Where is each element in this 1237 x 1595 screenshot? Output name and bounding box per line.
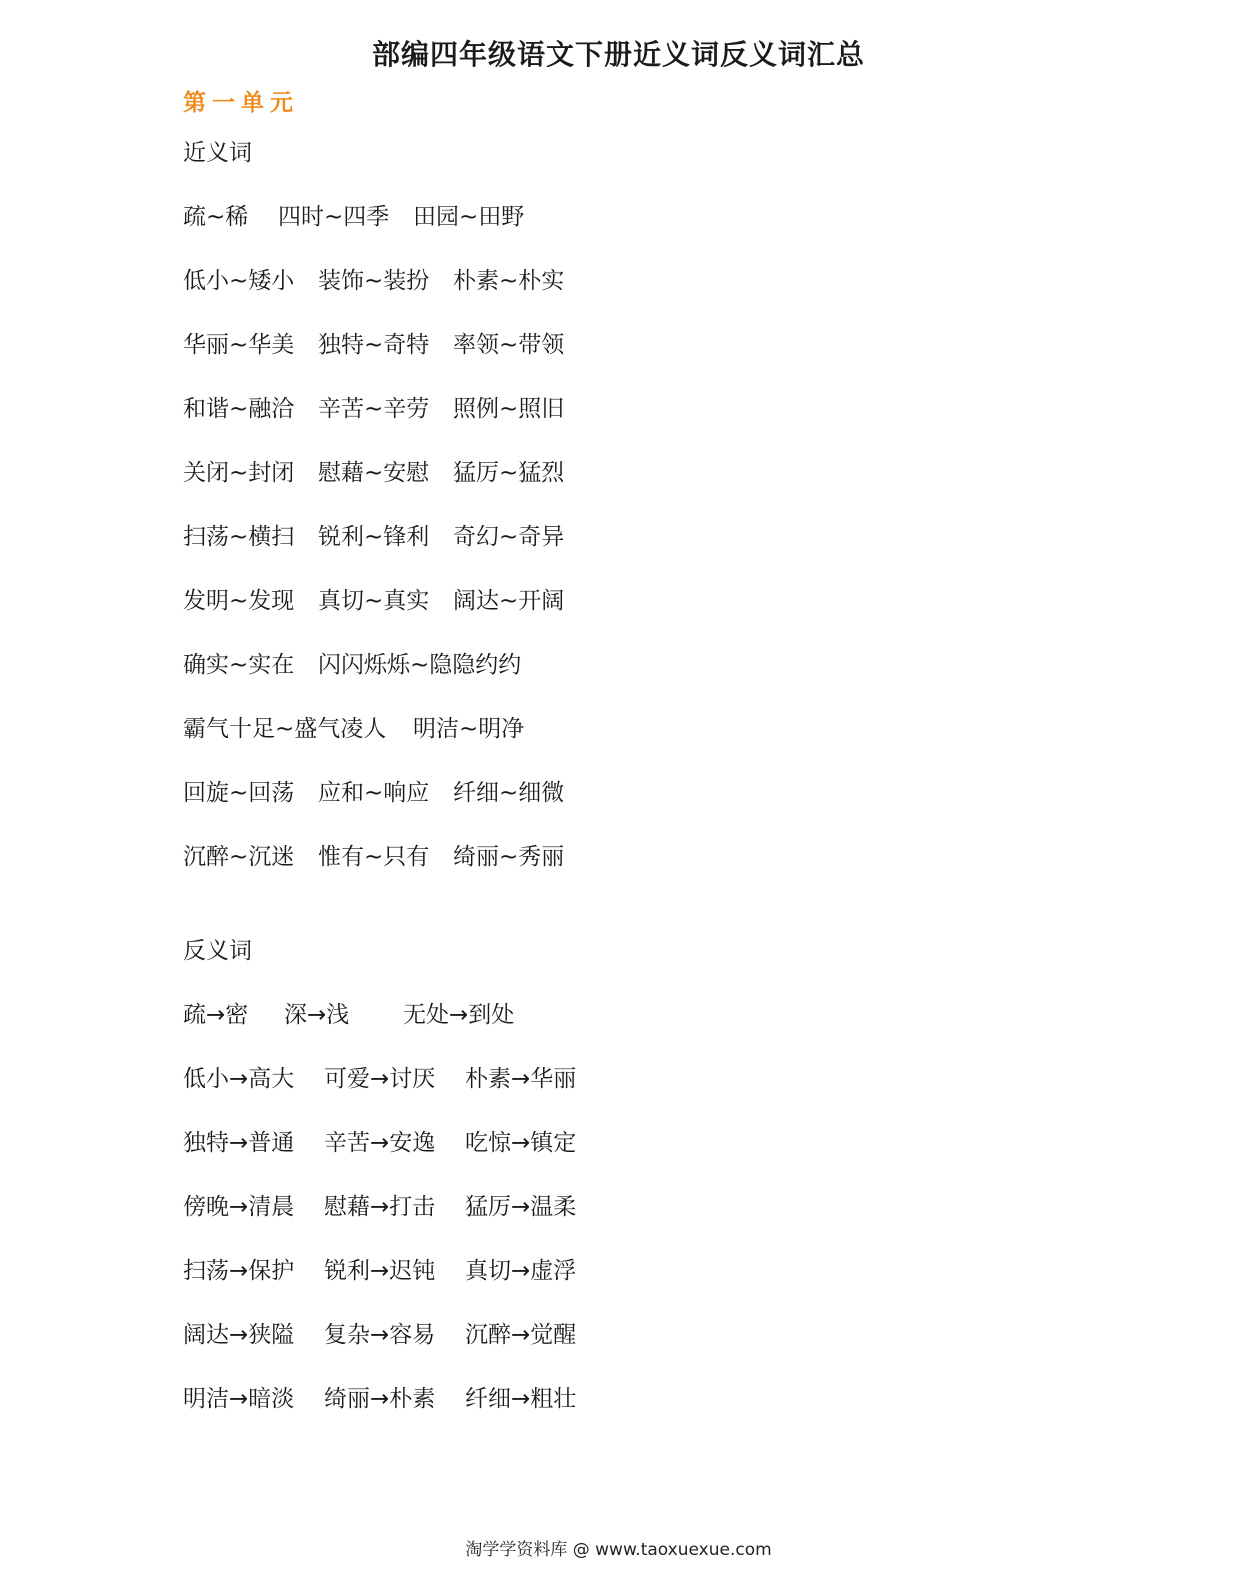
synonym-pair: 独特~奇特 [318, 332, 430, 358]
antonym-pair: 纤细→粗壮 [465, 1386, 577, 1412]
antonym-pair: 慰藉→打击 [324, 1194, 436, 1220]
antonym-pair: 绮丽→朴素 [324, 1386, 436, 1412]
antonym-pair: 傍晚→清晨 [183, 1194, 295, 1220]
synonym-pair: 奇幻~奇异 [453, 524, 565, 550]
antonym-pair: 独特→普通 [183, 1130, 295, 1156]
antonym-pair: 锐利→迟钝 [324, 1258, 436, 1284]
synonym-pair: 真切~真实 [318, 588, 430, 614]
synonym-pair: 疏~稀 [183, 204, 249, 230]
synonym-pair: 率领~带领 [453, 332, 565, 358]
synonym-pair: 惟有~只有 [318, 844, 430, 870]
synonym-pair: 闪闪烁烁~隐隐约约 [318, 652, 522, 678]
synonym-pair: 明洁~明净 [413, 716, 525, 742]
synonym-pair: 发明~发现 [183, 588, 295, 614]
synonym-pair: 照例~照旧 [453, 396, 565, 422]
antonym-pair: 可爱→讨厌 [324, 1066, 436, 1092]
synonyms-label: 近义词 [183, 140, 252, 166]
synonym-pair: 田园~田野 [413, 204, 525, 230]
synonym-pair: 四时~四季 [278, 204, 390, 230]
synonym-pair: 装饰~装扮 [318, 268, 430, 294]
antonym-pair: 明洁→暗淡 [183, 1386, 295, 1412]
antonym-pair: 复杂→容易 [324, 1322, 436, 1348]
antonym-pair: 猛厉→温柔 [465, 1194, 577, 1220]
antonym-pair: 沉醉→觉醒 [465, 1322, 577, 1348]
synonym-pair: 低小~矮小 [183, 268, 295, 294]
synonym-pair: 确实~实在 [183, 652, 295, 678]
synonym-pair: 沉醉~沉迷 [183, 844, 295, 870]
synonym-pair: 关闭~封闭 [183, 460, 295, 486]
antonym-pair: 疏→密 [183, 1002, 249, 1028]
synonym-pair: 慰藉~安慰 [318, 460, 430, 486]
synonym-pair: 回旋~回荡 [183, 780, 295, 806]
antonyms-label: 反义词 [183, 938, 252, 964]
antonym-pair: 扫荡→保护 [183, 1258, 295, 1284]
synonym-pair: 纤细~细微 [453, 780, 565, 806]
antonym-pair: 辛苦→安逸 [324, 1130, 436, 1156]
synonym-pair: 猛厉~猛烈 [453, 460, 565, 486]
antonym-pair: 无处→到处 [403, 1002, 515, 1028]
synonym-pair: 扫荡~横扫 [183, 524, 295, 550]
synonym-pair: 应和~响应 [318, 780, 430, 806]
antonym-pair: 低小→高大 [183, 1066, 295, 1092]
synonym-pair: 锐利~锋利 [318, 524, 430, 550]
synonym-pair: 霸气十足~盛气凌人 [183, 716, 387, 742]
footer-watermark: 淘学学资料库 @ www.taoxuexue.com [465, 1540, 772, 1560]
antonym-pair: 真切→虚浮 [465, 1258, 577, 1284]
synonym-pair: 华丽~华美 [183, 332, 295, 358]
synonym-pair: 阔达~开阔 [453, 588, 565, 614]
synonym-pair: 绮丽~秀丽 [453, 844, 565, 870]
antonym-pair: 深→浅 [284, 1002, 350, 1028]
antonym-pair: 阔达→狭隘 [183, 1322, 295, 1348]
antonym-pair: 吃惊→镇定 [465, 1130, 577, 1156]
synonym-pair: 辛苦~辛劳 [318, 396, 430, 422]
page-title: 部编四年级语文下册近义词反义词汇总 [371, 38, 865, 71]
antonym-pair: 朴素→华丽 [465, 1066, 577, 1092]
unit-heading: 第一单元 [183, 90, 299, 116]
synonym-pair: 和谐~融洽 [183, 396, 295, 422]
synonym-pair: 朴素~朴实 [453, 268, 565, 294]
